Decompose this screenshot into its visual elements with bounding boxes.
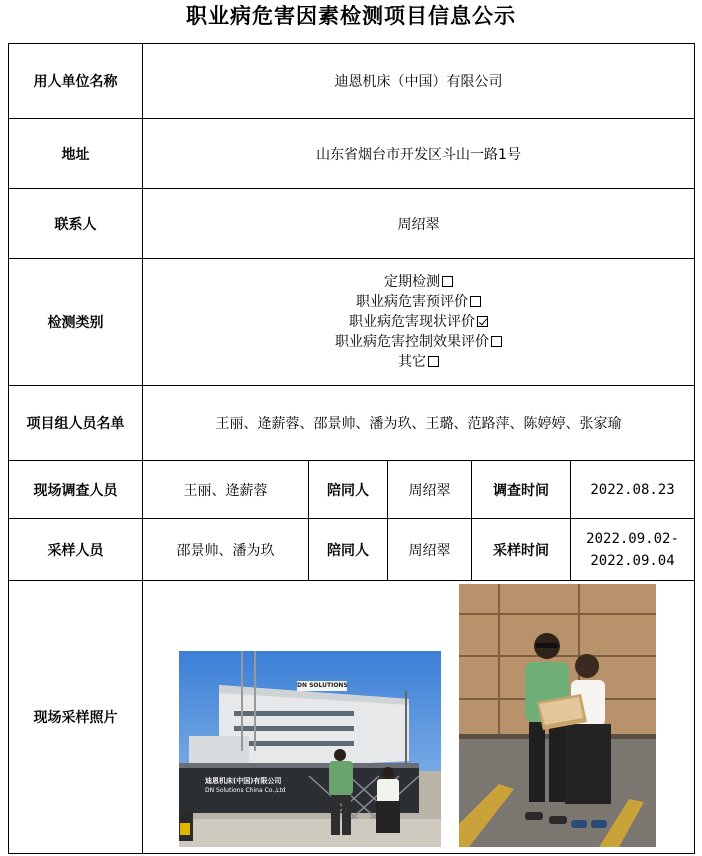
- employer-row: [9, 44, 695, 119]
- category-option: [147, 312, 690, 332]
- checkbox-icon[interactable]: [477, 316, 488, 327]
- factory-entrance-photo: [179, 651, 441, 847]
- contact-row: [9, 189, 695, 259]
- sampling-time-label: 采样时间: [472, 519, 571, 581]
- sampling-time-end: 2022.09.04: [590, 552, 675, 569]
- team-row: [9, 386, 695, 461]
- sampling-companion-label: 陪同人: [309, 519, 388, 581]
- sampling-staff-image: [459, 584, 656, 847]
- checkbox-icon[interactable]: [491, 336, 502, 347]
- option-text: 职业病危害现状评价: [349, 314, 476, 330]
- category-label: 检测类别: [9, 259, 143, 386]
- sampling-time-start: 2022.09.02-: [586, 530, 679, 547]
- option-text: 职业病危害预评价: [356, 294, 469, 310]
- photos-label: 现场采样照片: [9, 581, 143, 854]
- contact-label: 联系人: [9, 189, 143, 259]
- employer-label: 用人单位名称: [9, 44, 143, 119]
- photos-row: [9, 581, 695, 854]
- sampling-staff-photo: [459, 584, 656, 847]
- survey-time-label: 调查时间: [472, 461, 571, 519]
- option-text: 职业病危害控制效果评价: [335, 334, 490, 350]
- sampling-value: 邵景帅、潘为玖: [143, 519, 309, 581]
- photo-area: [143, 581, 694, 849]
- category-option: [147, 352, 690, 372]
- survey-companion-label: 陪同人: [309, 461, 388, 519]
- team-label: 项目组人员名单: [9, 386, 143, 461]
- sampling-companion: 周绍翠: [388, 519, 472, 581]
- sampling-time: [571, 519, 695, 581]
- factory-sign-cn: 迪恩机床(中国)有限公司: [205, 777, 282, 785]
- address-row: [9, 119, 695, 189]
- info-table: [8, 43, 695, 854]
- survey-value: 王丽、逄薪蓉: [143, 461, 309, 519]
- checkbox-icon[interactable]: [442, 276, 453, 287]
- employer-value: 迪恩机床（中国）有限公司: [143, 44, 695, 119]
- category-option: [147, 332, 690, 352]
- category-option: [147, 292, 690, 312]
- factory-logo-text: DN SOLUTIONS: [297, 682, 348, 689]
- option-text: 其它: [398, 354, 427, 370]
- category-option: [147, 272, 690, 292]
- checkbox-icon[interactable]: [428, 356, 439, 367]
- survey-companion: 周绍翠: [388, 461, 472, 519]
- contact-value: 周绍翠: [143, 189, 695, 259]
- option-text: 定期检测: [384, 274, 441, 290]
- sampling-label: 采样人员: [9, 519, 143, 581]
- survey-time: 2022.08.23: [571, 461, 695, 519]
- checkbox-icon[interactable]: [470, 296, 481, 307]
- address-label: 地址: [9, 119, 143, 189]
- photos-cell: [143, 581, 695, 854]
- category-row: [9, 259, 695, 386]
- address-value: 山东省烟台市开发区斗山一路1号: [143, 119, 695, 189]
- factory-entrance-image: [179, 651, 441, 847]
- team-value: 王丽、逄薪蓉、邵景帅、潘为玖、王璐、范路萍、陈婷婷、张家瑜: [143, 386, 695, 461]
- survey-label: 现场调查人员: [9, 461, 143, 519]
- survey-row: [9, 461, 695, 519]
- page-title: 职业病危害因素检测项目信息公示: [186, 3, 516, 28]
- factory-sign-en: DN Solutions China Co.,Ltd: [205, 787, 286, 794]
- category-options: [143, 259, 695, 386]
- sampling-row: [9, 519, 695, 581]
